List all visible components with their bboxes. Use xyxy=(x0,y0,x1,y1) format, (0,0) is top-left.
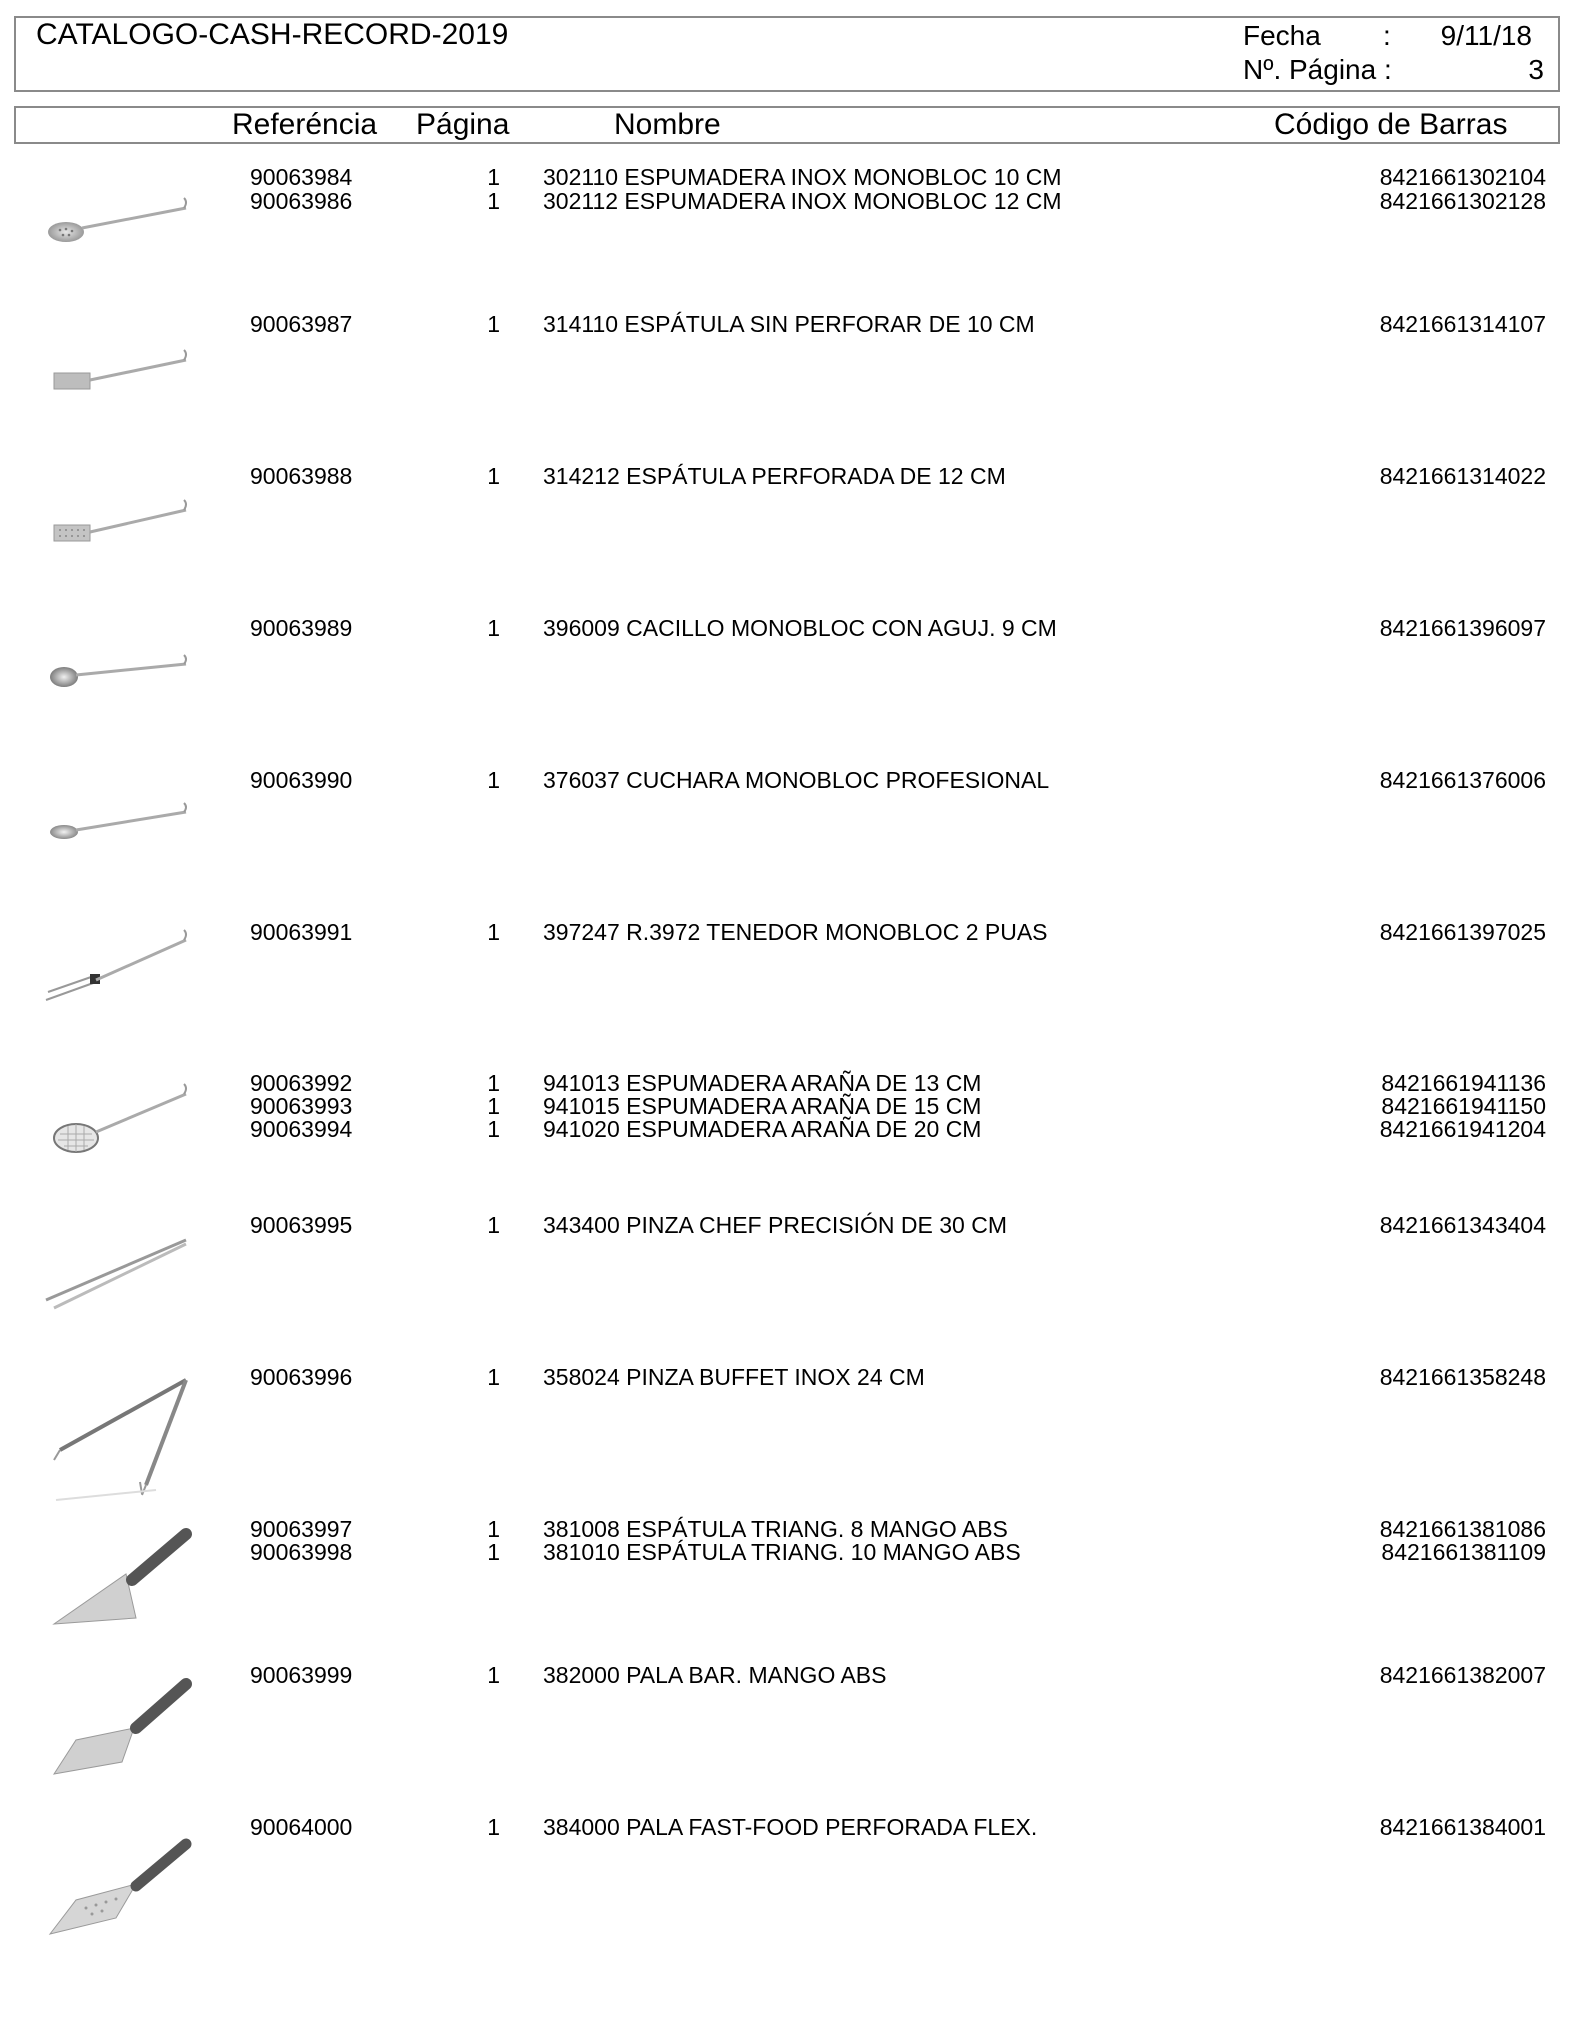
name-cell: 381010 ESPÁTULA TRIANG. 10 MANGO ABS xyxy=(543,1539,1021,1565)
fork-icon xyxy=(36,900,196,1020)
col-codigo-barras: Código de Barras xyxy=(1274,108,1508,141)
ref-90063993: 90063993 xyxy=(250,1093,353,1119)
fecha-colon: : xyxy=(1383,20,1391,51)
barcode-cell: 8421661941136 xyxy=(1381,1070,1546,1096)
spatula-solid-icon xyxy=(36,300,196,420)
name-cell: 302112 ESPUMADERA INOX MONOBLOC 12 CM xyxy=(543,188,1062,214)
name-cell: 343400 PINZA CHEF PRECISIÓN DE 30 CM xyxy=(543,1212,1007,1238)
name-cell: 382000 PALA BAR. MANGO ABS xyxy=(543,1662,887,1688)
barcode-cell: 8421661381109 xyxy=(1381,1539,1546,1565)
name-cell: 397247 R.3972 TENEDOR MONOBLOC 2 PUAS xyxy=(543,919,1048,945)
pagina-label: Nº. Página : xyxy=(1243,54,1392,85)
col-referencia: Referéncia xyxy=(232,108,378,141)
pag-cell: 1 xyxy=(487,311,500,337)
spider-skimmer-icon xyxy=(36,1050,196,1170)
pag-cell: 1 xyxy=(487,1364,500,1390)
pag-cell: 1 xyxy=(487,1093,500,1119)
buffet-tongs-icon xyxy=(36,1350,196,1510)
barcode-cell: 8421661396097 xyxy=(1379,615,1546,641)
barcode-cell: 8421661302128 xyxy=(1379,188,1546,214)
ref-90063995: 90063995 xyxy=(250,1212,353,1238)
pag-cell: 1 xyxy=(487,1116,500,1142)
name-cell: 302110 ESPUMADERA INOX MONOBLOC 10 CM xyxy=(543,164,1062,190)
spatula-perforated-icon xyxy=(36,450,196,570)
barcode-cell: 8421661343404 xyxy=(1379,1212,1546,1238)
ref-90063994: 90063994 xyxy=(250,1116,353,1142)
barcode-cell: 8421661384001 xyxy=(1379,1814,1546,1840)
bar-turner-icon xyxy=(36,1650,196,1790)
triangle-scraper-icon xyxy=(36,1500,196,1640)
pag-cell: 1 xyxy=(487,463,500,489)
ref-90063996: 90063996 xyxy=(250,1364,353,1390)
name-cell: 314212 ESPÁTULA PERFORADA DE 12 CM xyxy=(543,463,1006,489)
ref-90063988: 90063988 xyxy=(250,463,353,489)
ref-90063990: 90063990 xyxy=(250,767,353,793)
pag-cell: 1 xyxy=(487,919,500,945)
pag-cell: 1 xyxy=(487,1212,500,1238)
pag-cell: 1 xyxy=(487,188,500,214)
ref-90063989: 90063989 xyxy=(250,615,353,641)
ref-90063991: 90063991 xyxy=(250,919,353,945)
pag-cell: 1 xyxy=(487,1070,500,1096)
fecha-label: Fecha xyxy=(1243,20,1321,51)
name-cell: 384000 PALA FAST-FOOD PERFORADA FLEX. xyxy=(543,1814,1038,1840)
pag-cell: 1 xyxy=(487,164,500,190)
barcode-cell: 8421661382007 xyxy=(1379,1662,1546,1688)
barcode-cell: 8421661941150 xyxy=(1381,1093,1546,1119)
barcode-cell: 8421661941204 xyxy=(1379,1116,1546,1142)
pag-cell: 1 xyxy=(487,1516,500,1542)
name-cell: 941013 ESPUMADERA ARAÑA DE 13 CM xyxy=(543,1070,982,1096)
fastfood-turner-icon xyxy=(36,1800,196,1960)
pag-cell: 1 xyxy=(487,615,500,641)
ref-90063998: 90063998 xyxy=(250,1539,353,1565)
name-cell: 941015 ESPUMADERA ARAÑA DE 15 CM xyxy=(543,1093,982,1119)
name-cell: 941020 ESPUMADERA ARAÑA DE 20 CM xyxy=(543,1116,982,1142)
name-cell: 381008 ESPÁTULA TRIANG. 8 MANGO ABS xyxy=(543,1516,1008,1542)
col-nombre: Nombre xyxy=(614,108,721,141)
tweezers-icon xyxy=(36,1200,196,1320)
pag-cell: 1 xyxy=(487,1814,500,1840)
ref-90063984: 90063984 xyxy=(250,164,353,190)
barcode-cell: 8421661314022 xyxy=(1379,463,1546,489)
skimmer-icon xyxy=(36,150,196,270)
barcode-cell: 8421661302104 xyxy=(1379,164,1546,190)
barcode-cell: 8421661397025 xyxy=(1379,919,1546,945)
barcode-cell: 8421661381086 xyxy=(1379,1516,1546,1542)
ref-90064000: 90064000 xyxy=(250,1814,353,1840)
ref-90063997: 90063997 xyxy=(250,1516,353,1542)
name-cell: 396009 CACILLO MONOBLOC CON AGUJ. 9 CM xyxy=(543,615,1057,641)
ref-90063999: 90063999 xyxy=(250,1662,353,1688)
name-cell: 376037 CUCHARA MONOBLOC PROFESIONAL xyxy=(543,767,1050,793)
name-cell: 358024 PINZA BUFFET INOX 24 CM xyxy=(543,1364,925,1390)
ladle-icon xyxy=(36,600,196,720)
pag-cell: 1 xyxy=(487,1662,500,1688)
barcode-cell: 8421661314107 xyxy=(1379,311,1546,337)
name-cell: 314110 ESPÁTULA SIN PERFORAR DE 10 CM xyxy=(543,311,1035,337)
col-pagina: Página xyxy=(416,108,510,141)
pag-cell: 1 xyxy=(487,1539,500,1565)
ref-90063986: 90063986 xyxy=(250,188,353,214)
barcode-cell: 8421661376006 xyxy=(1379,767,1546,793)
spoon-icon xyxy=(36,750,196,870)
pag-cell: 1 xyxy=(487,767,500,793)
ref-90063992: 90063992 xyxy=(250,1070,353,1096)
document-title: CATALOGO-CASH-RECORD-2019 xyxy=(36,18,509,51)
pagina-value: 3 xyxy=(1528,54,1544,85)
fecha-value: 9/11/18 xyxy=(1440,20,1532,51)
ref-90063987: 90063987 xyxy=(250,311,353,337)
barcode-cell: 8421661358248 xyxy=(1379,1364,1546,1390)
